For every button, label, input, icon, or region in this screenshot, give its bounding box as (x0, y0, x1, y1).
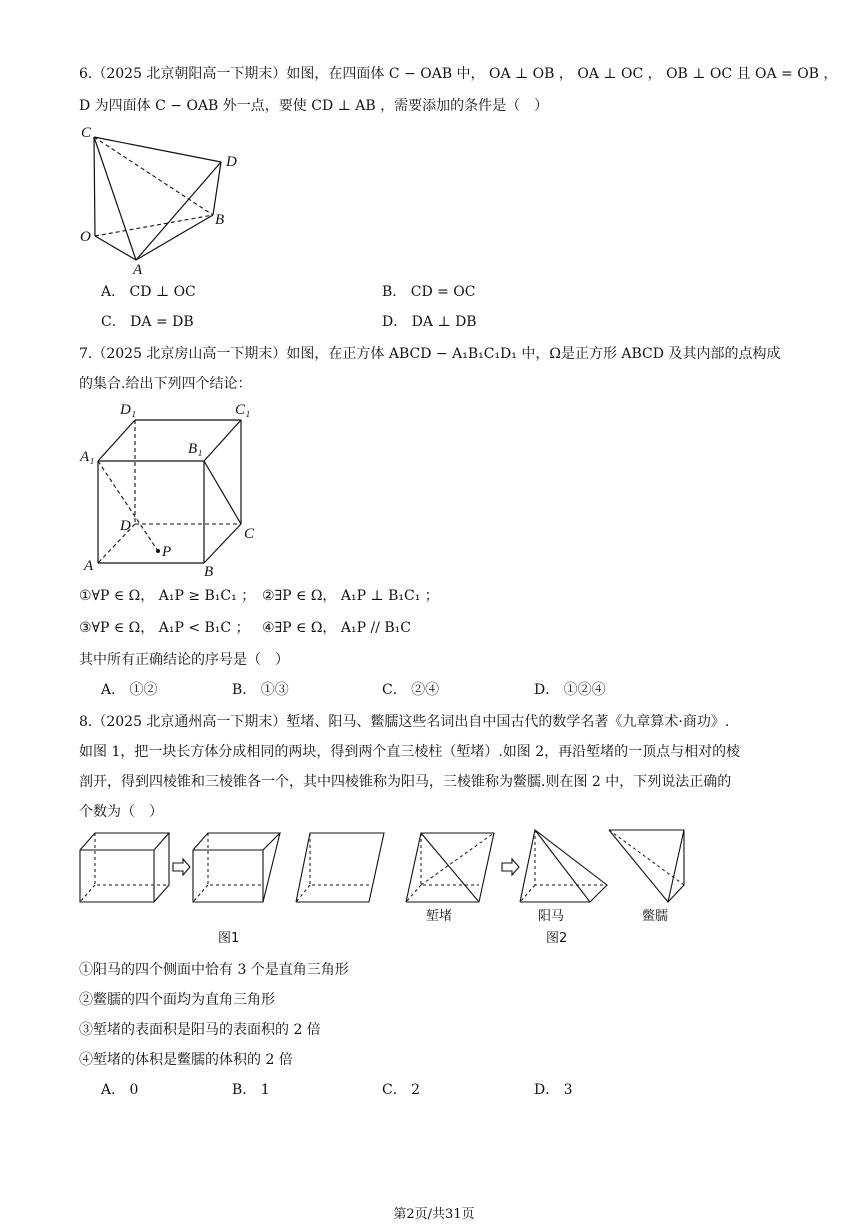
q7-cube-figure (78, 400, 268, 580)
q6-option-c: C． DA = DB (101, 314, 194, 330)
q8-label-qiandu: 堑堵 (426, 909, 453, 924)
q7-stem-line2: 的集合.给出下列四个结论： (79, 376, 252, 392)
q7-conclusion-3: ③∀P ∈ Ω， A₁P < B₁C ； (79, 620, 250, 636)
q8-statement-1: ①阳马的四个侧面中恰有 3 个是直角三角形 (79, 962, 349, 978)
q8-stem-line3: 剖开，得到四棱锥和三棱锥各一个，其中四棱锥称为阳马，三棱锥称为鳖臑.则在图 2 中，下列说法正确的 (79, 774, 732, 790)
q6-option-a: A． CD ⊥ OC (101, 284, 196, 300)
q6-label-o: O (80, 229, 91, 245)
q8-option-c: C． 2 (382, 1082, 421, 1098)
q8-stem-line1: 8.（2025 北京通州高一下期末）堑堵、阳马、鳖臑这些名词出自中国古代的数学名著《九章算术·商功》. (79, 714, 730, 730)
q6-tetrahedron-figure (75, 120, 265, 280)
q8-figures (0, 820, 868, 950)
q6-label-d: D (226, 154, 237, 170)
q8-caption-fig2: 图2 (546, 931, 568, 946)
q7-label-d: D (120, 518, 131, 534)
q6-label-b: B (215, 212, 225, 228)
q7-option-b: B． ①③ (232, 682, 289, 698)
q6-stem-line2: D 为四面体 C − OAB 外一点，要使 CD ⊥ AB ，需要添加的条件是（ ） (79, 98, 549, 114)
q7-label-b: B (204, 564, 214, 580)
q8-label-yangma: 阳马 (538, 909, 565, 924)
q8-stem-line2: 如图 1，把一块长方体分成相同的两块，得到两个直三棱柱（堑堵）.如图 2，再沿堑堵的一顶点与相对的棱 (79, 744, 741, 760)
q8-statement-4: ④堑堵的体积是鳖臑的体积的 2 倍 (79, 1052, 293, 1068)
q7-label-a1: A₁ (80, 449, 95, 465)
q8-caption-fig1: 图1 (218, 931, 240, 946)
q7-label-p: P (162, 544, 172, 560)
q6-option-b: B． CD = OC (382, 284, 476, 300)
q8-option-a: A． 0 (101, 1082, 139, 1098)
q7-conclusion-1: ①∀P ∈ Ω， A₁P ≥ B₁C₁ ； (79, 588, 256, 604)
q6-label-c: C (81, 125, 92, 141)
q7-label-c: C (244, 526, 255, 542)
q7-label-d1: D₁ (120, 402, 137, 418)
q7-label-c1: C₁ (235, 402, 251, 418)
q6-stem-line1: 6.（2025 北京朝阳高一下期末）如图，在四面体 C − OAB 中， OA ⊥ OB ， OA ⊥ OC ， OB ⊥ OC 且 OA = OB ， (79, 66, 838, 82)
q8-option-d: D． 3 (534, 1082, 573, 1098)
q8-stem-line4: 个数为（ ） (79, 804, 163, 820)
q7-stem-line1: 7.（2025 北京房山高一下期末）如图，在正方体 ABCD − A₁B₁C₁D₁ 中，Ω是正方形 ABCD 及其内部的点构成 (79, 346, 781, 362)
q6-option-d: D． DA ⊥ DB (382, 314, 477, 330)
q8-statement-2: ②鳖臑的四个面均为直角三角形 (79, 992, 275, 1008)
q8-option-b: B． 1 (232, 1082, 270, 1098)
q7-label-b1: B₁ (188, 441, 203, 457)
q7-conclusion-2: ②∃P ∈ Ω， A₁P ⊥ B₁C₁ ； (262, 588, 439, 604)
q7-conclusion-4: ④∃P ∈ Ω， A₁P // B₁C (262, 620, 411, 636)
q7-prompt: 其中所有正确结论的序号是（ ） (79, 652, 289, 668)
q6-label-a: A (133, 262, 143, 278)
q8-label-bienao: 鳖臑 (642, 909, 669, 924)
q7-option-a: A． ①② (101, 682, 158, 698)
q7-option-d: D． ①②④ (534, 682, 606, 698)
q7-option-c: C． ②④ (382, 682, 440, 698)
page-footer: 第2页/共31页 (393, 1207, 475, 1222)
q7-label-a: A (84, 558, 94, 574)
q8-statement-3: ③堑堵的表面积是阳马的表面积的 2 倍 (79, 1022, 321, 1038)
